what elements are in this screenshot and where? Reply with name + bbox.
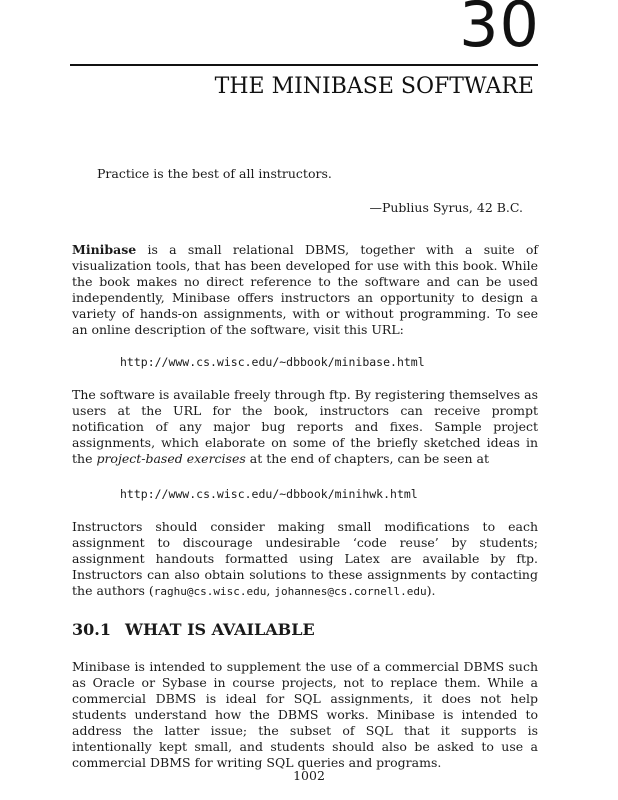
paragraph-instructors-text-before: Instructors should consider making small modifications to each assignment to discourage undesirable ‘code reuse’ by students; assignment handouts formatted using Latex are available by ftp. Instructors can also obtain solutions to these assignments by contacting the authors ( — [72, 519, 538, 598]
paragraph-availability-text-after: at the end of chapters, can be seen at — [245, 451, 490, 466]
minibase-lead: Minibase — [72, 242, 137, 257]
section-title: WHAT IS AVAILABLE — [124, 620, 315, 639]
section-heading — [72, 620, 315, 639]
email-johannes: johannes@cs.cornell.edu — [274, 585, 427, 598]
epigraph-attribution: —Publius Syrus, 42 B.C. — [369, 200, 523, 215]
paragraph-availability — [72, 387, 538, 467]
chapter-rule — [70, 64, 538, 66]
paragraph-intro-text: is a small relational DBMS, together with a suite of visualization tools, that has been developed for use with this book. While the book makes no direct reference to the software and can be used independently, Minibase offers instructors an opportunity to design a variety of hands-on assignments, with or without programming. To see an online description of the software, visit this URL: — [72, 242, 538, 337]
email-raghu: raghu@cs.wisc.edu — [153, 585, 267, 598]
paragraph-instructors-text-after: ). — [426, 583, 436, 598]
paragraph-availability-emphasis: project-based exercises — [96, 451, 246, 466]
paragraph-intro — [72, 242, 538, 338]
paragraph-what-available: Minibase is intended to supplement the use of a commercial DBMS such as Oracle or Sybase in course projects, not to replace them. While a commercial DBMS is ideal for SQL assignments, it does not help students understand how the DBMS works. Minibase is intended to address the latter issue; the subset of SQL that it supports is intentionally kept small, and students should also be asked to use a commercial DBMS for writing SQL queries and programs. — [72, 659, 538, 770]
url-minibase: http://www.cs.wisc.edu/~dbbook/minibase.html — [120, 355, 425, 369]
email-separator: , — [266, 583, 275, 598]
epigraph-quote: Practice is the best of all instructors. — [97, 166, 332, 181]
paragraph-availability-text-before: The software is available freely through ftp. By registering themselves as users at the URL for the book, instructors can receive prompt notification of any major bug reports and fixes. Sample project assignments, which elaborate on some of the briefly sketched ideas in the — [72, 387, 538, 466]
page-number: 1002 — [293, 768, 325, 783]
paragraph-instructors — [72, 519, 538, 600]
chapter-title: THE MINIBASE SOFTWARE — [214, 74, 534, 99]
url-minihwk: http://www.cs.wisc.edu/~dbbook/minihwk.html — [120, 487, 418, 501]
section-number: 30.1 — [72, 620, 111, 639]
chapter-number: 30 — [459, 0, 540, 61]
